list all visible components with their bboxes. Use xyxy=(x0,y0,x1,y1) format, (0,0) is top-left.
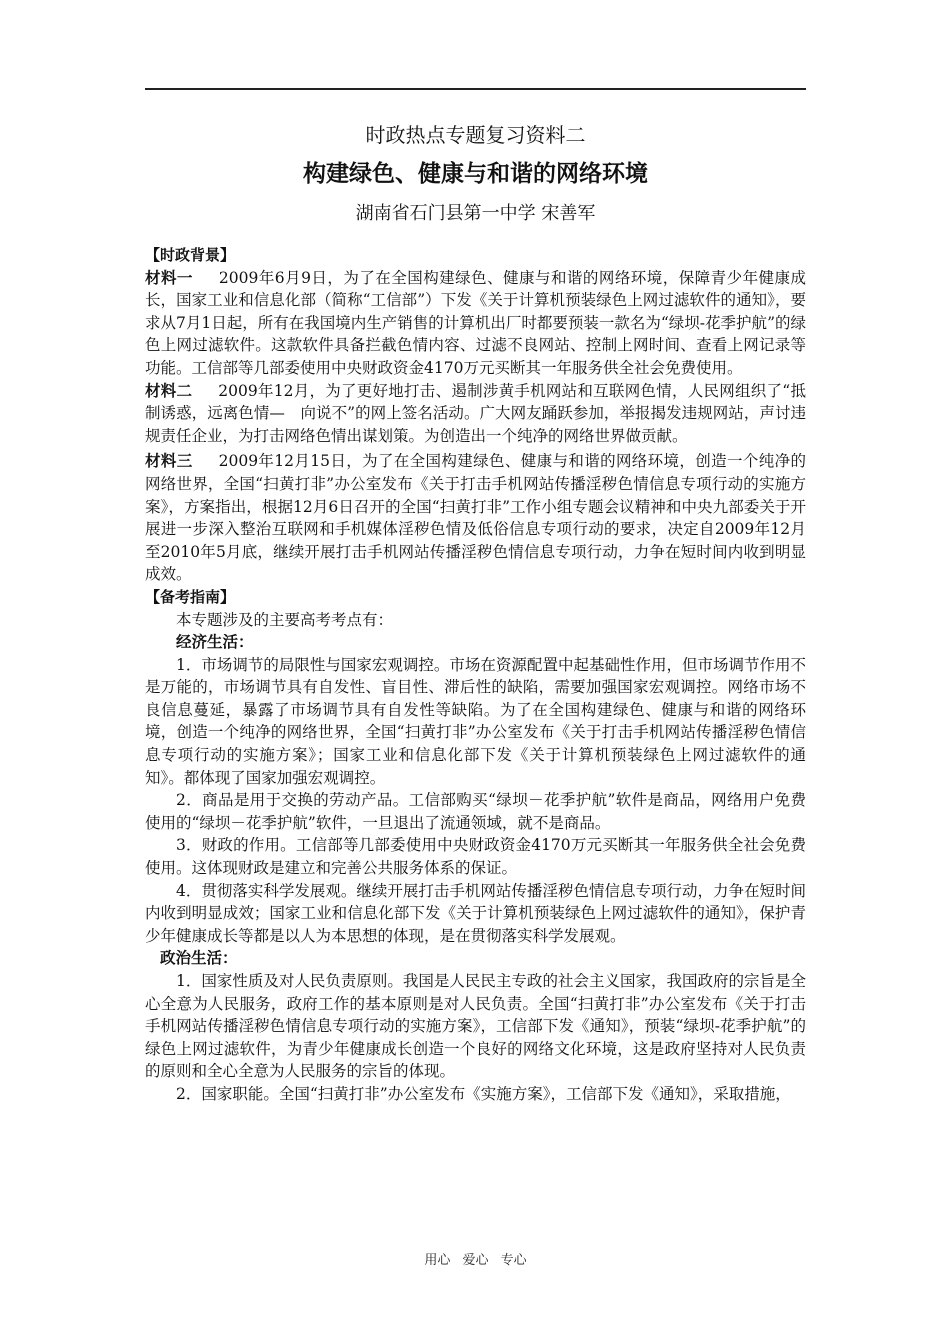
top-rule xyxy=(145,88,806,90)
material-paragraph xyxy=(145,450,806,586)
main-title: 构建绿色、健康与和谐的网络环境 xyxy=(303,161,648,187)
material-paragraph xyxy=(145,267,806,380)
material-label: 材料三 xyxy=(145,452,193,471)
series-title: 时政热点专题复习资料二 xyxy=(365,123,586,147)
politics-point: 1．国家性质及对人民负责原则。我国是人民民主专政的社会主义国家，我国政府的宗旨是全心全意为人民服务，政府工作的基本原则是对人民负责。全国“扫黄打非”办公室发布《关于打击手机网站传播淫秽色情信息专项行动的实施方案》，工信部下发《通知》，预装“绿坝-花季护航”的绿色上网过滤软件，为青少年健康成长创造一个良好的网络文化环境，这是政府坚持对人民负责的原则和全心全意为人民服务的宗旨的体现。 xyxy=(145,972,806,1081)
economy-point: 3．财政的作用。工信部等几部委使用中央财政资金4170万元买断其一年服务供全社会免费使用。这体现财政是建立和完善公共服务体系的保证。 xyxy=(145,836,806,878)
economy-point: 4．贯彻落实科学发展观。继续开展打击手机网站传播淫秽色情信息专项行动，力争在短时间内收到明显成效；国家工业和信息化部下发《关于计算机预装绿色上网过滤软件的通知》，保护青少年健康成长等都是以人为本思想的体现，是在贯彻落实科学发展观。 xyxy=(145,881,806,945)
guide-intro: 本专题涉及的主要高考考点有： xyxy=(176,610,394,629)
material-label: 材料二 xyxy=(145,381,193,400)
material-text: 2009年12月15日，为了在全国构建绿色、健康与和谐的网络环境，创造一个纯净的网络世界，全国“扫黄打非”办公室发布《关于打击手机网站传播淫秽色情信息专项行动的实施方案》，方案指出，根据12月6日召开的全国“扫黄打非”工作小组专题会议精神和中央九部委关于开展进一步深入整治互联网和手机媒体淫秽色情及低俗信息专项行动的要求，决定自2009年12月至2010年5月底，继续开展打击手机网站传播淫秽色情信息专项行动，力争在短时间内收到明显成效。 xyxy=(145,452,806,584)
politics-heading: 政治生活： xyxy=(160,949,238,968)
page-footer: 用心 爱心 专心 xyxy=(424,1253,527,1268)
guide-heading: 【备考指南】 xyxy=(145,587,236,606)
background-heading: 【时政背景】 xyxy=(145,246,236,264)
document-body xyxy=(145,244,806,1106)
politics-point: 2．国家职能。全国“扫黄打非”办公室发布《实施方案》，工信部下发《通知》，采取措施， xyxy=(176,1084,791,1103)
material-text: 2009年12月，为了更好地打击、遏制涉黄手机网站和互联网色情，人民网组织了“抵制诱惑，远离色情— 向说不”的网上签名活动。广大网友踊跃参加，举报揭发违规网站，声讨违规责任企业，为打击网络色情出谋划策。为创造出一个纯净的网络世界做贡献。 xyxy=(145,381,806,445)
author-line: 湖南省石门县第一中学 宋善军 xyxy=(355,203,596,224)
economy-point: 1．市场调节的局限性与国家宏观调控。市场在资源配置中起基础性作用，但市场调节作用不是万能的，市场调节具有自发性、盲目性、滞后性的缺陷，需要加强国家宏观调控。网络市场不良信息蔓延，暴露了市场调节具有自发性等缺陷。为了在全国构建绿色、健康与和谐的网络环境，创造一个纯净的网络世界，全国“扫黄打非”办公室发布《关于打击手机网站传播淫秽色情信息专项行动的实施方案》；国家工业和信息化部下发《关于计算机预装绿色上网过滤软件的通知》。都体现了国家加强宏观调控。 xyxy=(145,655,806,787)
economy-heading: 经济生活： xyxy=(176,633,254,652)
material-paragraph xyxy=(145,380,806,448)
material-text: 2009年6月9日，为了在全国构建绿色、健康与和谐的网络环境，保障青少年健康成长，国家工业和信息化部（简称“工信部”）下发《关于计算机预装绿色上网过滤软件的通知》，要求从7月1日起，所有在我国境内生产销售的计算机出厂时都要预装一款名为“绿坝-花季护航”的绿色上网过滤软件。这款软件具备拦截色情内容、过滤不良网站、控制上网时间、查看上网记录等功能。工信部等几部委使用中央财政资金4170万元买断其一年服务供全社会免费使用。 xyxy=(145,268,806,377)
economy-point: 2．商品是用于交换的劳动产品。工信部购买“绿坝－花季护航”软件是商品，网络用户免费使用的“绿坝－花季护航”软件，一旦退出了流通领域，就不是商品。 xyxy=(145,791,806,832)
material-label: 材料一 xyxy=(145,268,193,287)
